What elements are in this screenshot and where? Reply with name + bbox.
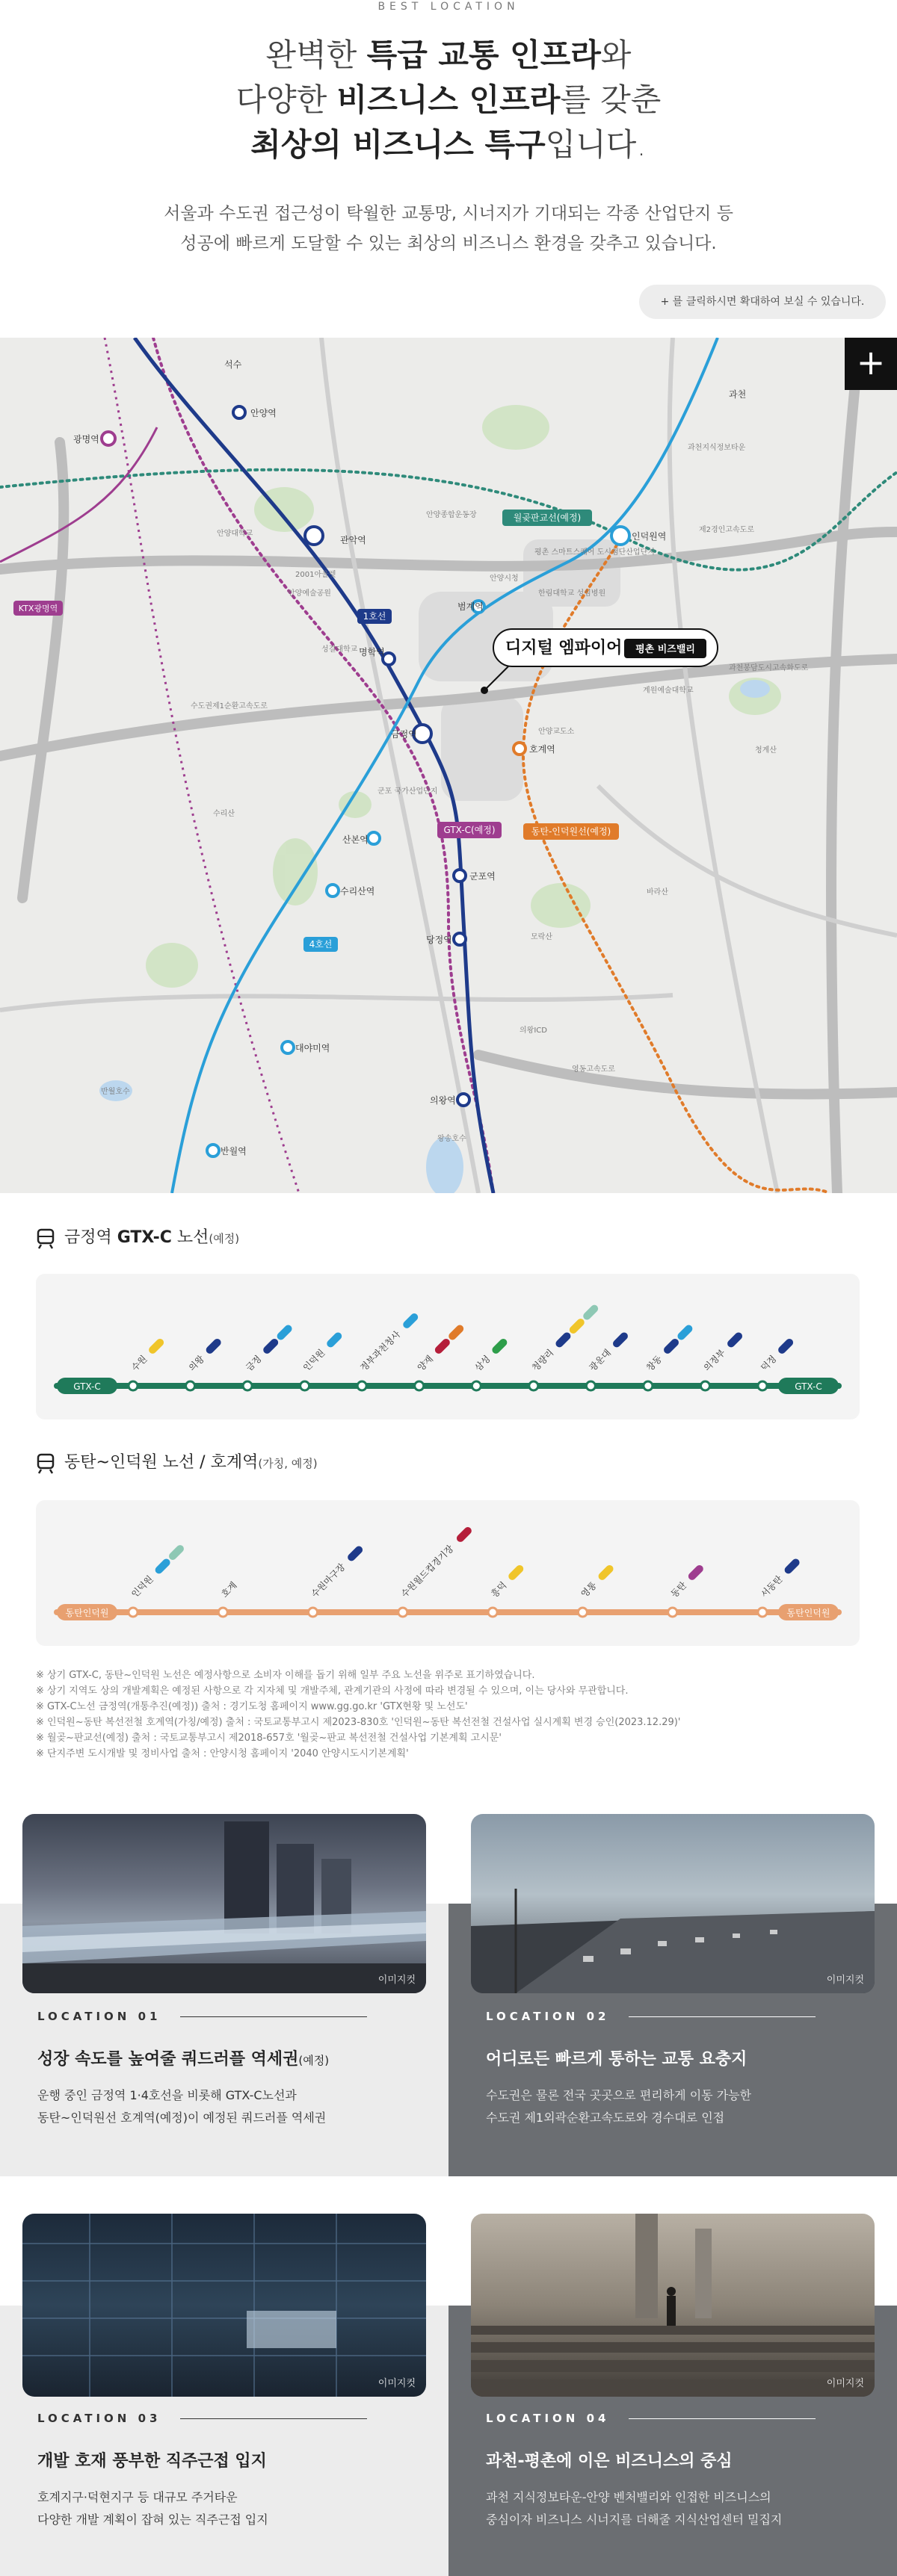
area-label: 왕송호수 [437,1135,466,1143]
station-name: 양재 [415,1353,436,1373]
location-2-tag [486,2010,816,2023]
gwangmyeong-station-marker [102,432,115,445]
gtxc-heading [36,1227,239,1250]
location-3-desc [37,2486,268,2531]
station-name: 삼성 [472,1353,493,1373]
footnote: ※ 단지주변 도시개발 및 정비사업 출처 : 안양시청 홈페이지 '2040 안양시도시기본계획' [36,1748,409,1759]
intro-line-2: 성공에 빠르게 도달할 수 있는 최상의 비즈니스 환경을 갖추고 있습니다. [180,234,717,253]
footnote: ※ 상기 지역도 상의 개발계획은 예정된 사항으로 각 지자체 및 개발주체, 관계기관의 사정에 따라 변경될 수 있으며, 이는 당사와 무관합니다. [36,1685,629,1697]
station-name: 수원월드컵경기장 [398,1543,456,1600]
area-label: 과천지식정보타운 [688,444,746,452]
route-terminal-label: 동탄인덕원 [786,1608,830,1618]
transfer-line-chip [325,1331,343,1349]
zoom-hint: + 를 클릭하시면 확대하여 보실 수 있습니다. [639,285,886,319]
station-label-group [129,1542,186,1600]
image-credit: 이미지컷 [377,2378,416,2389]
station-name: 인덕원 [129,1573,155,1600]
line1-path [135,338,496,1193]
station-dot [578,1608,587,1617]
location-desc-line: 운행 중인 금정역 1·4호선을 비롯해 GTX-C노선과 [37,2088,297,2102]
headline-line-3 [0,123,897,167]
station-name: 인덕원 [300,1347,327,1373]
station-label: 수리산역 [340,886,375,897]
location-desc-line: 동탄~인덕원선 호계역(예정)이 예정된 쿼드러플 역세권 [37,2111,327,2125]
line1-badge: 1호선 [363,611,386,622]
area-label: 2001아울렛 [295,571,336,579]
office-photo-art [22,2214,426,2397]
transfer-line-chip [726,1331,744,1349]
location-desc-line: 중심이자 비즈니스 시너지를 더해줄 지식산업센터 밀집지 [486,2512,783,2527]
station-dot [357,1381,366,1390]
station-dot [129,1381,138,1390]
station-label: 금정역 [391,729,417,740]
station-label: 범계역 [457,601,484,612]
area-label: 제2경인고속도로 [699,526,754,534]
station-dot [129,1608,138,1617]
transfer-line-chip [455,1526,473,1544]
station-name: 정부과천청사 [358,1328,403,1373]
location-tag-text: LOCATION 01 [37,2010,161,2023]
transfer-line-chip [401,1312,419,1330]
station-name: 창동 [644,1353,665,1373]
gtxc-diagram [36,1274,860,1419]
heading-note: (예정) [209,1232,240,1245]
location-title-text: 성장 속도를 높여줄 쿼드러플 역세권 [37,2050,299,2069]
transfer-line-chip [447,1323,465,1341]
map-canvas [0,338,897,1193]
map-zoom-button[interactable]: + [845,338,897,390]
heading-text: 동탄~인덕원 노선 / 호계역 [64,1453,259,1472]
transfer-line-chip [434,1337,451,1355]
station-dot [758,1608,767,1617]
headline-emphasis: 특급 교통 인프라 [366,37,601,73]
station-label: 명학역 [359,647,385,657]
station-dot [218,1608,227,1617]
hogye-station-marker [514,743,525,755]
transfer-line-chip [147,1337,165,1355]
station-label-group [415,1322,466,1373]
location-tag-text: LOCATION 04 [486,2412,610,2425]
station-name: 서동탄 [759,1573,785,1600]
footnote: ※ 인덕원~동탄 복선전철 호계역(가칭/예정) 출처 : 국토교통부고시 제2023-830호 '인덕원~동탄 복선전철 건설사업 실시계획 변경 승인(2023.12.29)' [36,1717,681,1728]
dongtan-heading [36,1452,318,1475]
headline-emphasis: 최상의 비즈니스 특구 [250,126,546,163]
route-terminal-label: GTX-C [73,1381,101,1392]
location-1-title [37,2049,329,2072]
station-label: 과천 [729,389,747,400]
project-name: 디지털 엠파이어 [505,639,623,657]
station-name: 금정 [244,1353,264,1373]
station-label-group [219,1579,239,1600]
area-label: 계원예술대학교 [643,687,694,695]
station-label: 의왕역 [430,1095,456,1106]
station-label: 광명역 [73,434,99,445]
location-desc-line: 과천 지식정보타운-안양 벤처밸리와 인접한 비즈니스의 [486,2490,771,2504]
location-map[interactable] [0,338,897,1193]
station-dot [586,1381,595,1390]
location-1-desc [37,2084,326,2129]
location-4-tag [486,2412,816,2425]
station-name: 수원마구장 [309,1561,348,1600]
headline-text: 다양한 [235,81,337,118]
area-label: 안양종합운동장 [426,511,477,519]
transfer-line-chip [611,1331,629,1349]
location-1-tag [37,2010,367,2023]
station-name: 흥덕 [489,1579,509,1600]
station-label-group [488,1562,525,1600]
station-dot [529,1381,538,1390]
headline-text: 와 [600,37,632,73]
station-label: 인덕원역 [632,531,667,542]
dongtan-heading-text [64,1452,318,1475]
location-desc-line: 호계지구·덕현지구 등 대규모 주거타운 [37,2490,238,2504]
footnote: ※ 상기 GTX-C, 동탄~인덕원 노선은 예정사항으로 소비자 이해를 돕기 위해 일부 주요 노선을 위주로 표기하였습니다. [36,1670,535,1681]
heading-emphasis: GTX-C [117,1228,172,1247]
station-label-group [129,1336,166,1373]
transfer-line-chip [777,1337,795,1355]
area-label: 안양교도소 [538,728,575,736]
transfer-line-chip [154,1557,172,1575]
stairs-photo-art [471,2214,875,2397]
station-label-group [186,1336,224,1373]
area-label: 한림대학교 성심병원 [538,589,606,598]
area-label: 모락산 [531,933,552,941]
station-label: 군포역 [469,871,496,882]
station-name: 호계 [219,1579,239,1600]
station-label-group [300,1329,345,1373]
transfer-line-chip [167,1544,185,1561]
route-terminal-label: 동탄인덕원 [65,1608,109,1618]
station-label-group [472,1336,510,1373]
page-headline [0,33,897,167]
station-label-group [644,1322,695,1373]
headline-text: 를 갖춘 [560,81,662,118]
station-name: 덕정 [759,1353,779,1373]
area-label: 군포 국가산업단지 [377,787,438,796]
project-badge: 평촌 비즈밸리 [635,644,695,655]
station-name: 광운대 [587,1347,613,1373]
train-icon [36,1228,55,1249]
location-desc-line: 다양한 개발 계획이 잡혀 있는 직주근접 입지 [37,2512,268,2527]
footnote: ※ 월곶~판교선(예정) 출처 : 국토교통부고시 제2018-657호 '월곶~판교 복선전철 건설사업 기본계획 고시문' [36,1733,502,1744]
location-2-photo [471,1814,875,1993]
footnotes [36,1668,858,1762]
line4-badge: 4호선 [309,939,333,950]
transfer-line-chip [687,1564,705,1582]
transfer-line-chip [597,1564,615,1582]
station-label-group [243,1322,295,1373]
station-label-group [668,1562,706,1600]
train-icon [36,1453,55,1474]
transfer-line-chip [582,1304,599,1322]
station-dot [472,1381,481,1390]
station-dot [398,1608,407,1617]
area-label: 안양시청 [490,575,519,583]
station-label-group [579,1562,616,1600]
gtxc-diagram-canvas [36,1274,860,1419]
heading-text: 노선 [171,1228,209,1247]
line4-station-markers [207,527,629,1157]
image-credit: 이미지컷 [826,1975,864,1986]
area-label: 안양예술공원 [288,589,331,598]
location-title-text: 개발 호재 풍부한 직주근접 입지 [37,2452,267,2471]
area-label: 청계산 [755,746,777,755]
station-name: 수원 [129,1353,150,1373]
location-3-title [37,2450,267,2473]
area-label: 평촌 스마트스퀘어 도시첨단산업단지 [534,548,655,557]
divider [180,2418,367,2419]
station-label: 당정역 [426,935,452,945]
section-eyebrow: BEST LOCATION [377,1,520,13]
intro-text [0,199,897,258]
station-label-group [309,1543,366,1600]
headline-text: 입니다. [545,126,647,163]
divider [629,2016,816,2017]
station-label: 관악역 [340,535,366,545]
station-dot [488,1608,497,1617]
transfer-line-chip [676,1323,694,1341]
headline-line-1 [0,33,897,78]
location-3-photo [22,2214,426,2397]
area-label: 반월호수 [101,1088,130,1096]
location-title-text: 과천-평촌에 이은 비즈니스의 중심 [486,2452,733,2471]
station-label-group [758,1336,795,1373]
location-4-desc [486,2486,782,2531]
location-tag-text: LOCATION 02 [486,2010,610,2023]
image-credit: 이미지컷 [826,2378,864,2389]
transfer-line-chip [276,1323,294,1341]
station-label: 호계역 [529,744,555,755]
transfer-line-chip [783,1557,801,1575]
station-label-group [701,1329,745,1373]
station-dot [309,1608,318,1617]
headline-text: 완벽한 [265,37,367,73]
location-title-note: (예정) [298,2054,330,2067]
gtxc-badge: GTX-C(예정) [443,825,496,835]
station-label-group [358,1310,421,1373]
station-name: 청량리 [529,1347,556,1373]
transfer-line-chip [205,1337,223,1355]
area-label: 수도권제1순환고속도로 [191,702,268,710]
ktx-line [0,427,157,562]
station-dot [186,1381,195,1390]
transfer-line-chip [568,1317,586,1335]
area-label: 성결대학교 [321,645,358,654]
divider [629,2418,816,2419]
transfer-line-chip [507,1564,525,1582]
area-label: 의왕ICD [520,1027,547,1035]
location-desc-line: 수도권은 물론 전국 곳곳으로 편리하게 이동 가능한 [486,2088,752,2102]
transfer-line-chip [554,1331,572,1349]
station-label: 안양역 [250,408,277,418]
station-dot [668,1608,677,1617]
location-desc-line: 수도권 제1외곽순환고속도로와 경수대로 인접 [486,2111,725,2125]
station-label: 대야미역 [295,1043,330,1053]
station-name: 의왕 [186,1353,206,1373]
station-name: 영통 [579,1579,599,1600]
location-3-tag [37,2412,367,2425]
highway-photo-art [471,1814,875,1993]
station-dot [644,1381,653,1390]
area-label: 과천봉담도시고속화도로 [729,664,809,672]
urban-areas [419,539,623,801]
footnote: ※ GTX-C노선 금정역(개통추진(예정)) 출처 : 경기도청 홈페이지 www.gg.go.kr 'GTX현황 및 노선도' [36,1701,468,1712]
intro-line-1: 서울과 수도권 접근성이 탁월한 교통망, 시너지가 기대되는 각종 산업단지 등 [164,204,733,223]
station-label-group [398,1524,474,1600]
transfer-line-chip [262,1337,280,1355]
location-2-desc [486,2084,751,2129]
station-dot [300,1381,309,1390]
station-dot [700,1381,709,1390]
station-label-group [587,1329,631,1373]
route-terminal-label: GTX-C [795,1381,822,1392]
location-2-title [486,2049,747,2071]
dongtan-diagram [36,1500,860,1646]
transfer-line-chip [346,1544,364,1562]
heading-note: (가칭, 예정) [258,1457,318,1470]
station-label: 산본역 [342,835,369,845]
gtxc-heading-text [64,1227,239,1250]
location-title-text: 어디로든 빠르게 통하는 교통 요충지 [486,2050,748,2069]
headline-emphasis: 비즈니스 인프라 [336,81,561,118]
station-label: 석수 [224,359,242,370]
station-label-group [758,1555,802,1600]
headline-line-2 [0,78,897,123]
transfer-line-chip [662,1337,680,1355]
location-4-photo [471,2214,875,2397]
station-name: 의정부 [701,1347,727,1373]
station-dot [415,1381,424,1390]
station-dot [758,1381,767,1390]
area-label: 안양대학교 [217,530,253,538]
location-4-title [486,2450,733,2473]
transfer-line-chip [490,1337,508,1355]
location-tag-text: LOCATION 03 [37,2412,161,2425]
ktx-badge: KTX광명역 [18,604,58,613]
location-1-photo [22,1814,426,1993]
station-dot [243,1381,252,1390]
divider [180,2016,367,2017]
train-photo-art [22,1814,426,1993]
area-label: 수리산 [213,810,235,818]
dongtan-badge: 동탄-인덕원선(예정) [531,826,611,837]
wolgot-line [0,470,897,570]
image-credit: 이미지컷 [377,1975,416,1986]
dongtan-diagram-canvas [36,1500,860,1646]
wolgot-badge: 월곶판교선(예정) [513,513,582,523]
area-label: 영동고속도로 [572,1065,615,1074]
station-name: 동탄 [668,1579,689,1600]
heading-text: 금정역 [64,1228,117,1247]
area-label: 바라산 [647,888,668,897]
station-label: 반월역 [221,1146,247,1157]
